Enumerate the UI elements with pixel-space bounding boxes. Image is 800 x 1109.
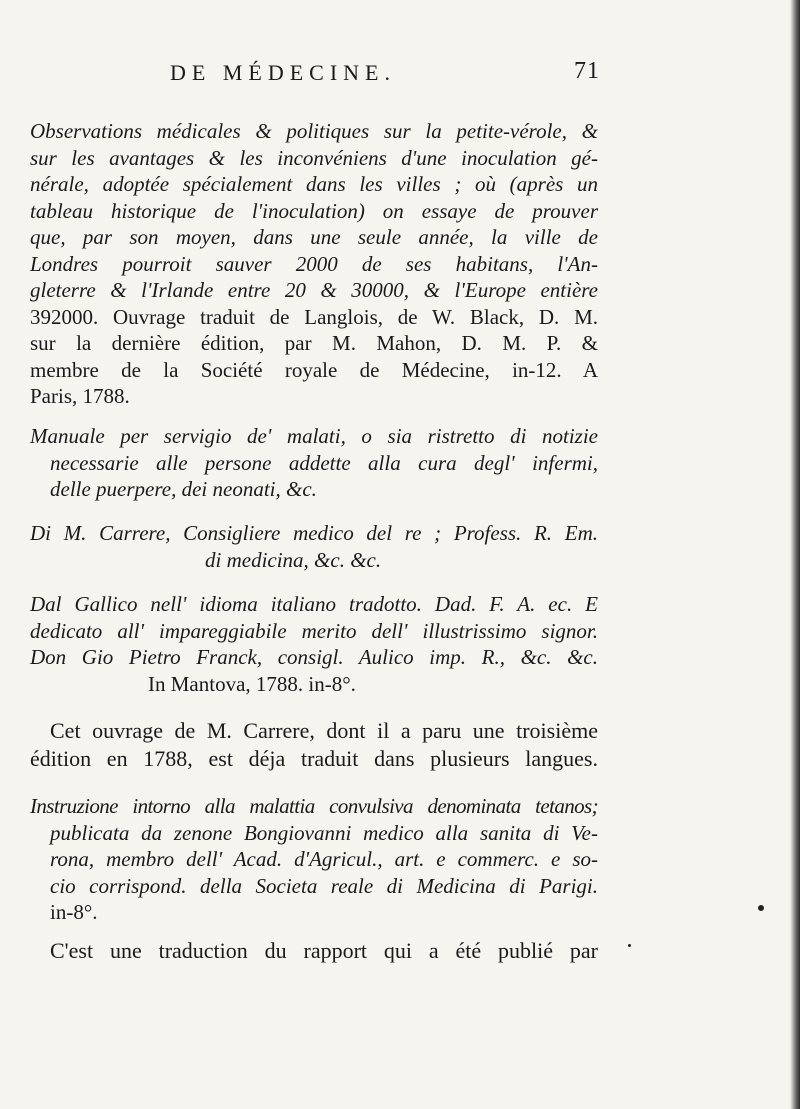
text-line: édition en 1788, est déja traduit dans plusieurs langues. [30,746,598,771]
text-line: Di M. Carrere, Consigliere medico del re ; Profess. R. Em. [30,521,598,545]
text-line: In Mantova, 1788. in-8°. [148,671,356,696]
text-line: dedicato all' impareggiabile merito dell' illustrissimo signor. [30,618,598,643]
paragraph-cet-ouvrage [30,717,598,773]
text-line: Paris, 1788. [30,384,130,408]
running-title: DE MÉDECINE. [170,60,396,85]
text-line: 392000. Ouvrage traduit de Langlois, de W. Black, D. M. [30,304,598,329]
text-line: rona, membro dell' Acad. d'Agricul., art. e commerc. e so- [50,847,598,871]
text-line: gleterre & l'Irlande entre 20 & 30000, & l'Europe entière [30,278,598,302]
text-line: cio corrispond. della Societa reale di Medicina di Parigi. [50,873,598,898]
text-line: Don Gio Pietro Franck, consigl. Aulico imp. R., &c. &c. [30,645,598,669]
text-line: Londres pourroit sauver 2000 de ses habitans, l'An- [30,251,598,276]
text-line: Observations médicales & politiques sur la petite-vérole, & [30,119,598,143]
text-line: in-8°. [50,900,98,924]
page-gutter-shadow [790,0,800,1109]
text-line: tableau historique de l'inoculation) on essaye de prouver [30,198,598,223]
text-line: que, par son moyen, dans une seule année, la ville de [30,225,598,249]
text-line: di medicina, &c. &c. [205,547,382,572]
text-line: sur les avantages & les inconvéniens d'une inoculation gé- [30,145,598,170]
text-line: nérale, adoptée spécialement dans les villes ; où (après un [30,172,598,196]
entry-observations [30,118,598,410]
ink-speck [628,944,631,947]
text-line: Instruzione intorno alla malattia convulsiva denominata tetanos; [30,794,598,818]
page-number: 71 [574,58,600,84]
text-line: Cet ouvrage de M. Carrere, dont il a paru une troisième [50,718,598,743]
entry-instruzione [30,793,598,926]
ink-speck [758,905,764,911]
paragraph-traduction [30,937,598,965]
text-line: Manuale per servigio de' malati, o sia ristretto di notizie [30,424,598,448]
text-line: necessarie alle persone addette alla cura degl' infermi, [50,450,598,475]
entry-gallico [30,591,598,697]
entry-manuale [30,423,598,503]
text-line: membre de la Société royale de Médecine, in-12. A [30,357,598,382]
text-line: C'est une traduction du rapport qui a été publié par [50,938,598,963]
text-line: sur la dernière édition, par M. Mahon, D. M. P. & [30,331,598,355]
text-line: delle puerpere, dei neonati, &c. [50,477,317,501]
text-line: Dal Gallico nell' idioma italiano tradotto. Dad. F. A. ec. E [30,592,598,616]
entry-carrere [30,520,598,573]
text-line: publicata da zenone Bongiovanni medico alla sanita di Ve- [50,820,598,845]
